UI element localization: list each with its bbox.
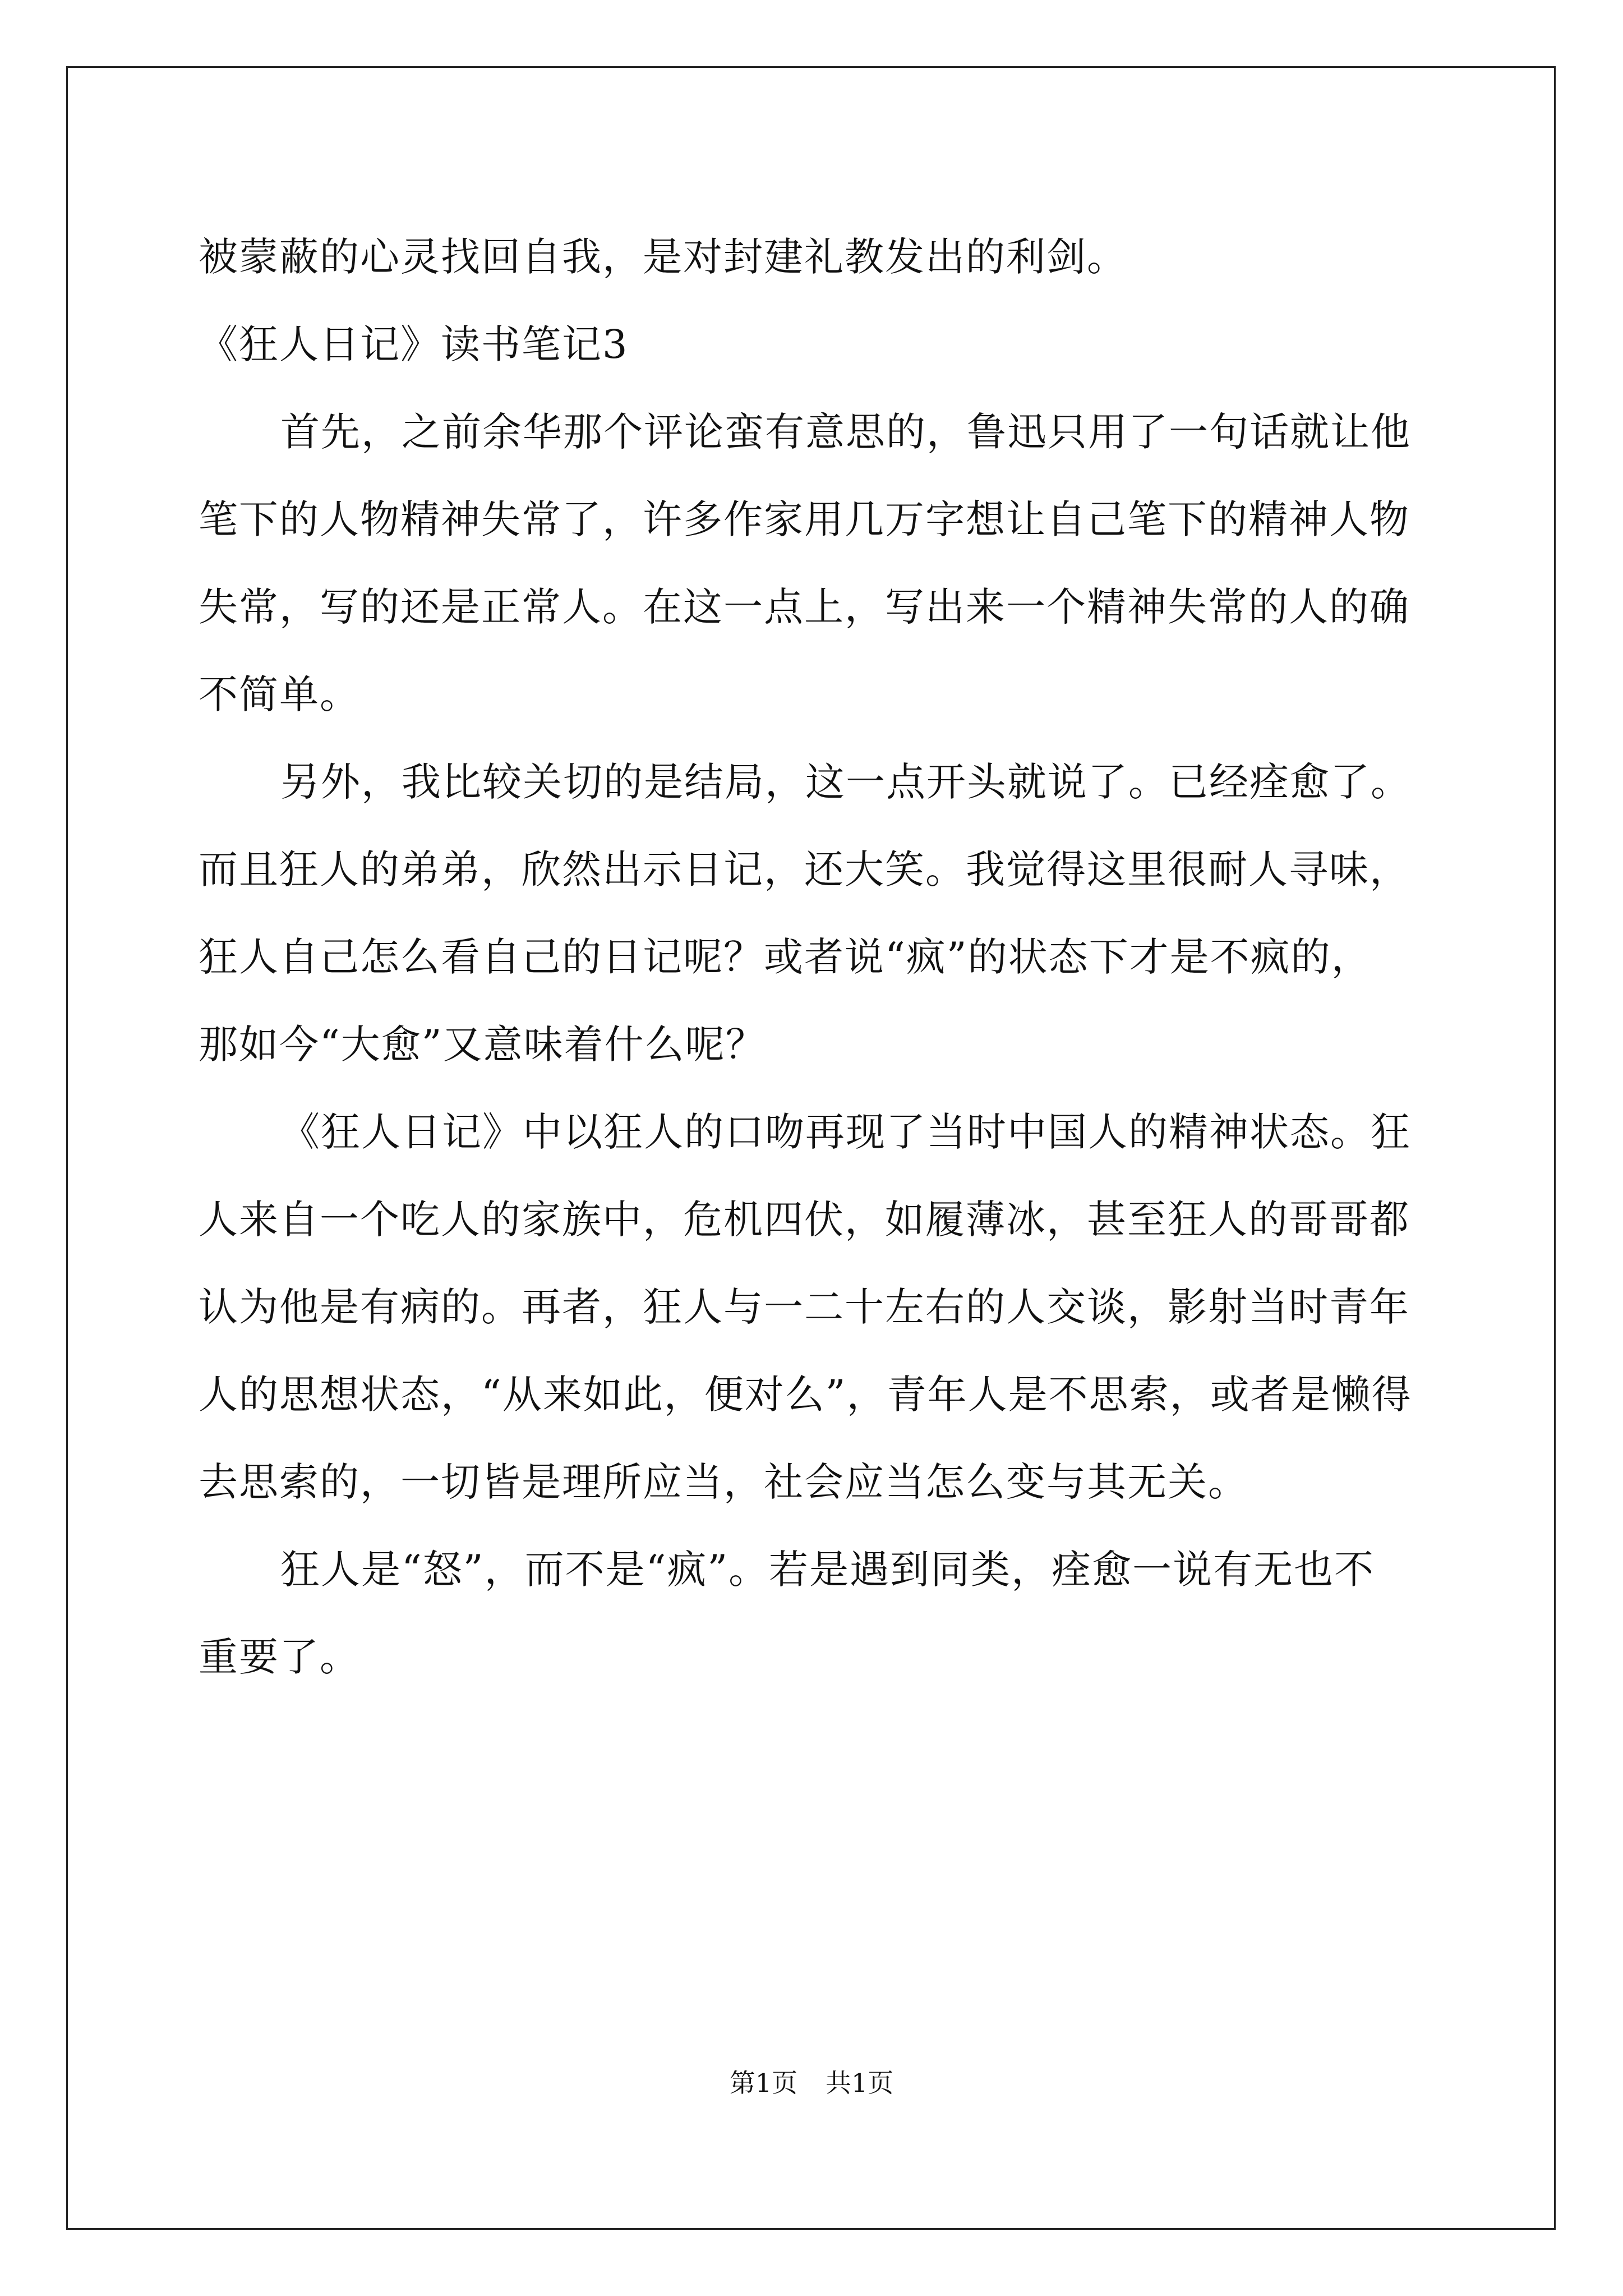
text-line: 人的思想状态，“从来如此，便对么”，青年人是不思索，或者是懒得 [199, 1372, 1412, 1418]
text-line: 《狂人日记》中以狂人的口吻再现了当时中国人的精神状态。狂 [280, 1109, 1411, 1155]
text-line: 另外，我比较关切的是结局，这一点开头就说了。已经痊愈了。 [280, 759, 1411, 805]
text-line: 而且狂人的弟弟，欣然出示日记，还大笑。我觉得这里很耐人寻味， [199, 846, 1410, 892]
text-line: 狂人是“怒”，而不是“疯”。若是遇到同类，痊愈一说有无也不 [280, 1547, 1375, 1593]
text-line: 不简单。 [199, 671, 360, 717]
text-line: 狂人自己怎么看自己的日记呢？或者说“疯”的状态下才是不疯的， [199, 934, 1372, 980]
text-line: 笔下的人物精神失常了，许多作家用几万字想让自己笔下的精神人物 [199, 496, 1410, 542]
document-body [199, 213, 1427, 1701]
text-line: 失常，写的还是正常人。在这一点上，写出来一个精神失常的人的确 [199, 584, 1410, 630]
text-line: 那如今“大愈”又意味着什么呢？ [199, 1022, 766, 1068]
text-line: 认为他是有病的。再者，狂人与一二十左右的人交谈，影射当时青年 [199, 1284, 1410, 1330]
page-footer [0, 2066, 1623, 2100]
page-number: 第1页 [729, 2068, 797, 2098]
text-line: 去思索的，一切皆是理所应当，社会应当怎么变与其无关。 [199, 1459, 1248, 1505]
text-line: 重要了。 [199, 1634, 360, 1680]
text-line: 首先，之前余华那个评论蛮有意思的，鲁迅只用了一句话就让他 [280, 409, 1411, 455]
text-line: 人来自一个吃人的家族中，危机四伏，如履薄冰，甚至狂人的哥哥都 [199, 1197, 1410, 1243]
page-total: 共1页 [826, 2068, 894, 2098]
section-heading: 《狂人日记》读书笔记3 [199, 321, 629, 367]
text-line: 被蒙蔽的心灵找回自我，是对封建礼教发出的利剑。 [199, 234, 1127, 280]
